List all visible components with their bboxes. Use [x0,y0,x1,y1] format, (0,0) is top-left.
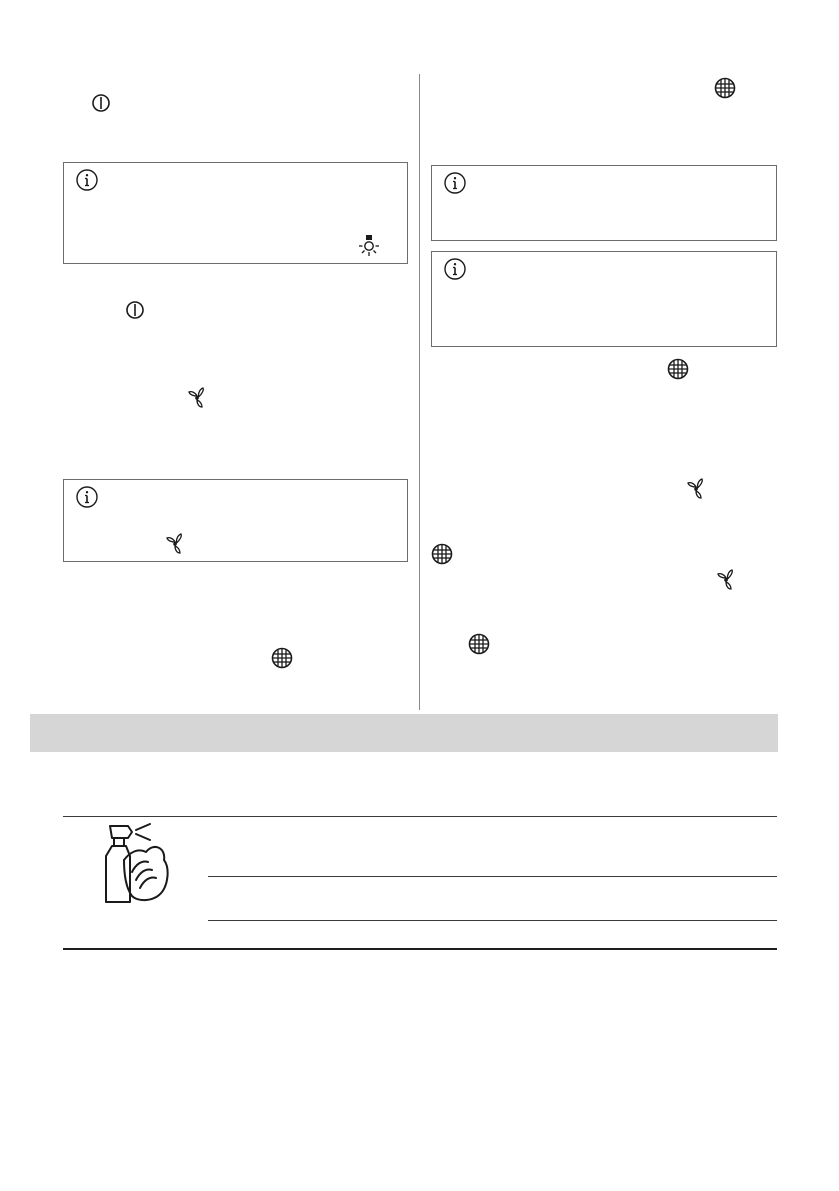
spray-and-cloth-icon [102,822,172,906]
info-note-box [431,165,777,241]
grease-filter-icon [468,633,490,655]
table-row-divider [208,876,777,877]
grease-filter-icon [667,358,689,380]
info-icon [444,172,466,194]
fan-speed-icon [684,477,708,501]
info-note-box [431,251,777,347]
info-icon [76,486,98,508]
grease-filter-icon [431,543,453,565]
fan-speed-icon [163,532,187,556]
column-divider [419,74,420,710]
fan-speed-icon [185,386,209,410]
info-icon [76,169,98,191]
fan-speed-icon [714,568,738,592]
light-bulb-icon [357,234,381,258]
grease-filter-icon [714,77,736,99]
table-row-divider [208,920,777,921]
table-bottom-rule [63,948,777,950]
info-icon [444,258,466,280]
info-note-box [63,479,408,562]
table-top-rule [63,816,777,817]
section-heading-band [30,714,778,752]
info-note-box [63,162,408,264]
power-button-icon [91,93,111,113]
power-button-icon [125,300,145,320]
grease-filter-icon [271,647,293,669]
